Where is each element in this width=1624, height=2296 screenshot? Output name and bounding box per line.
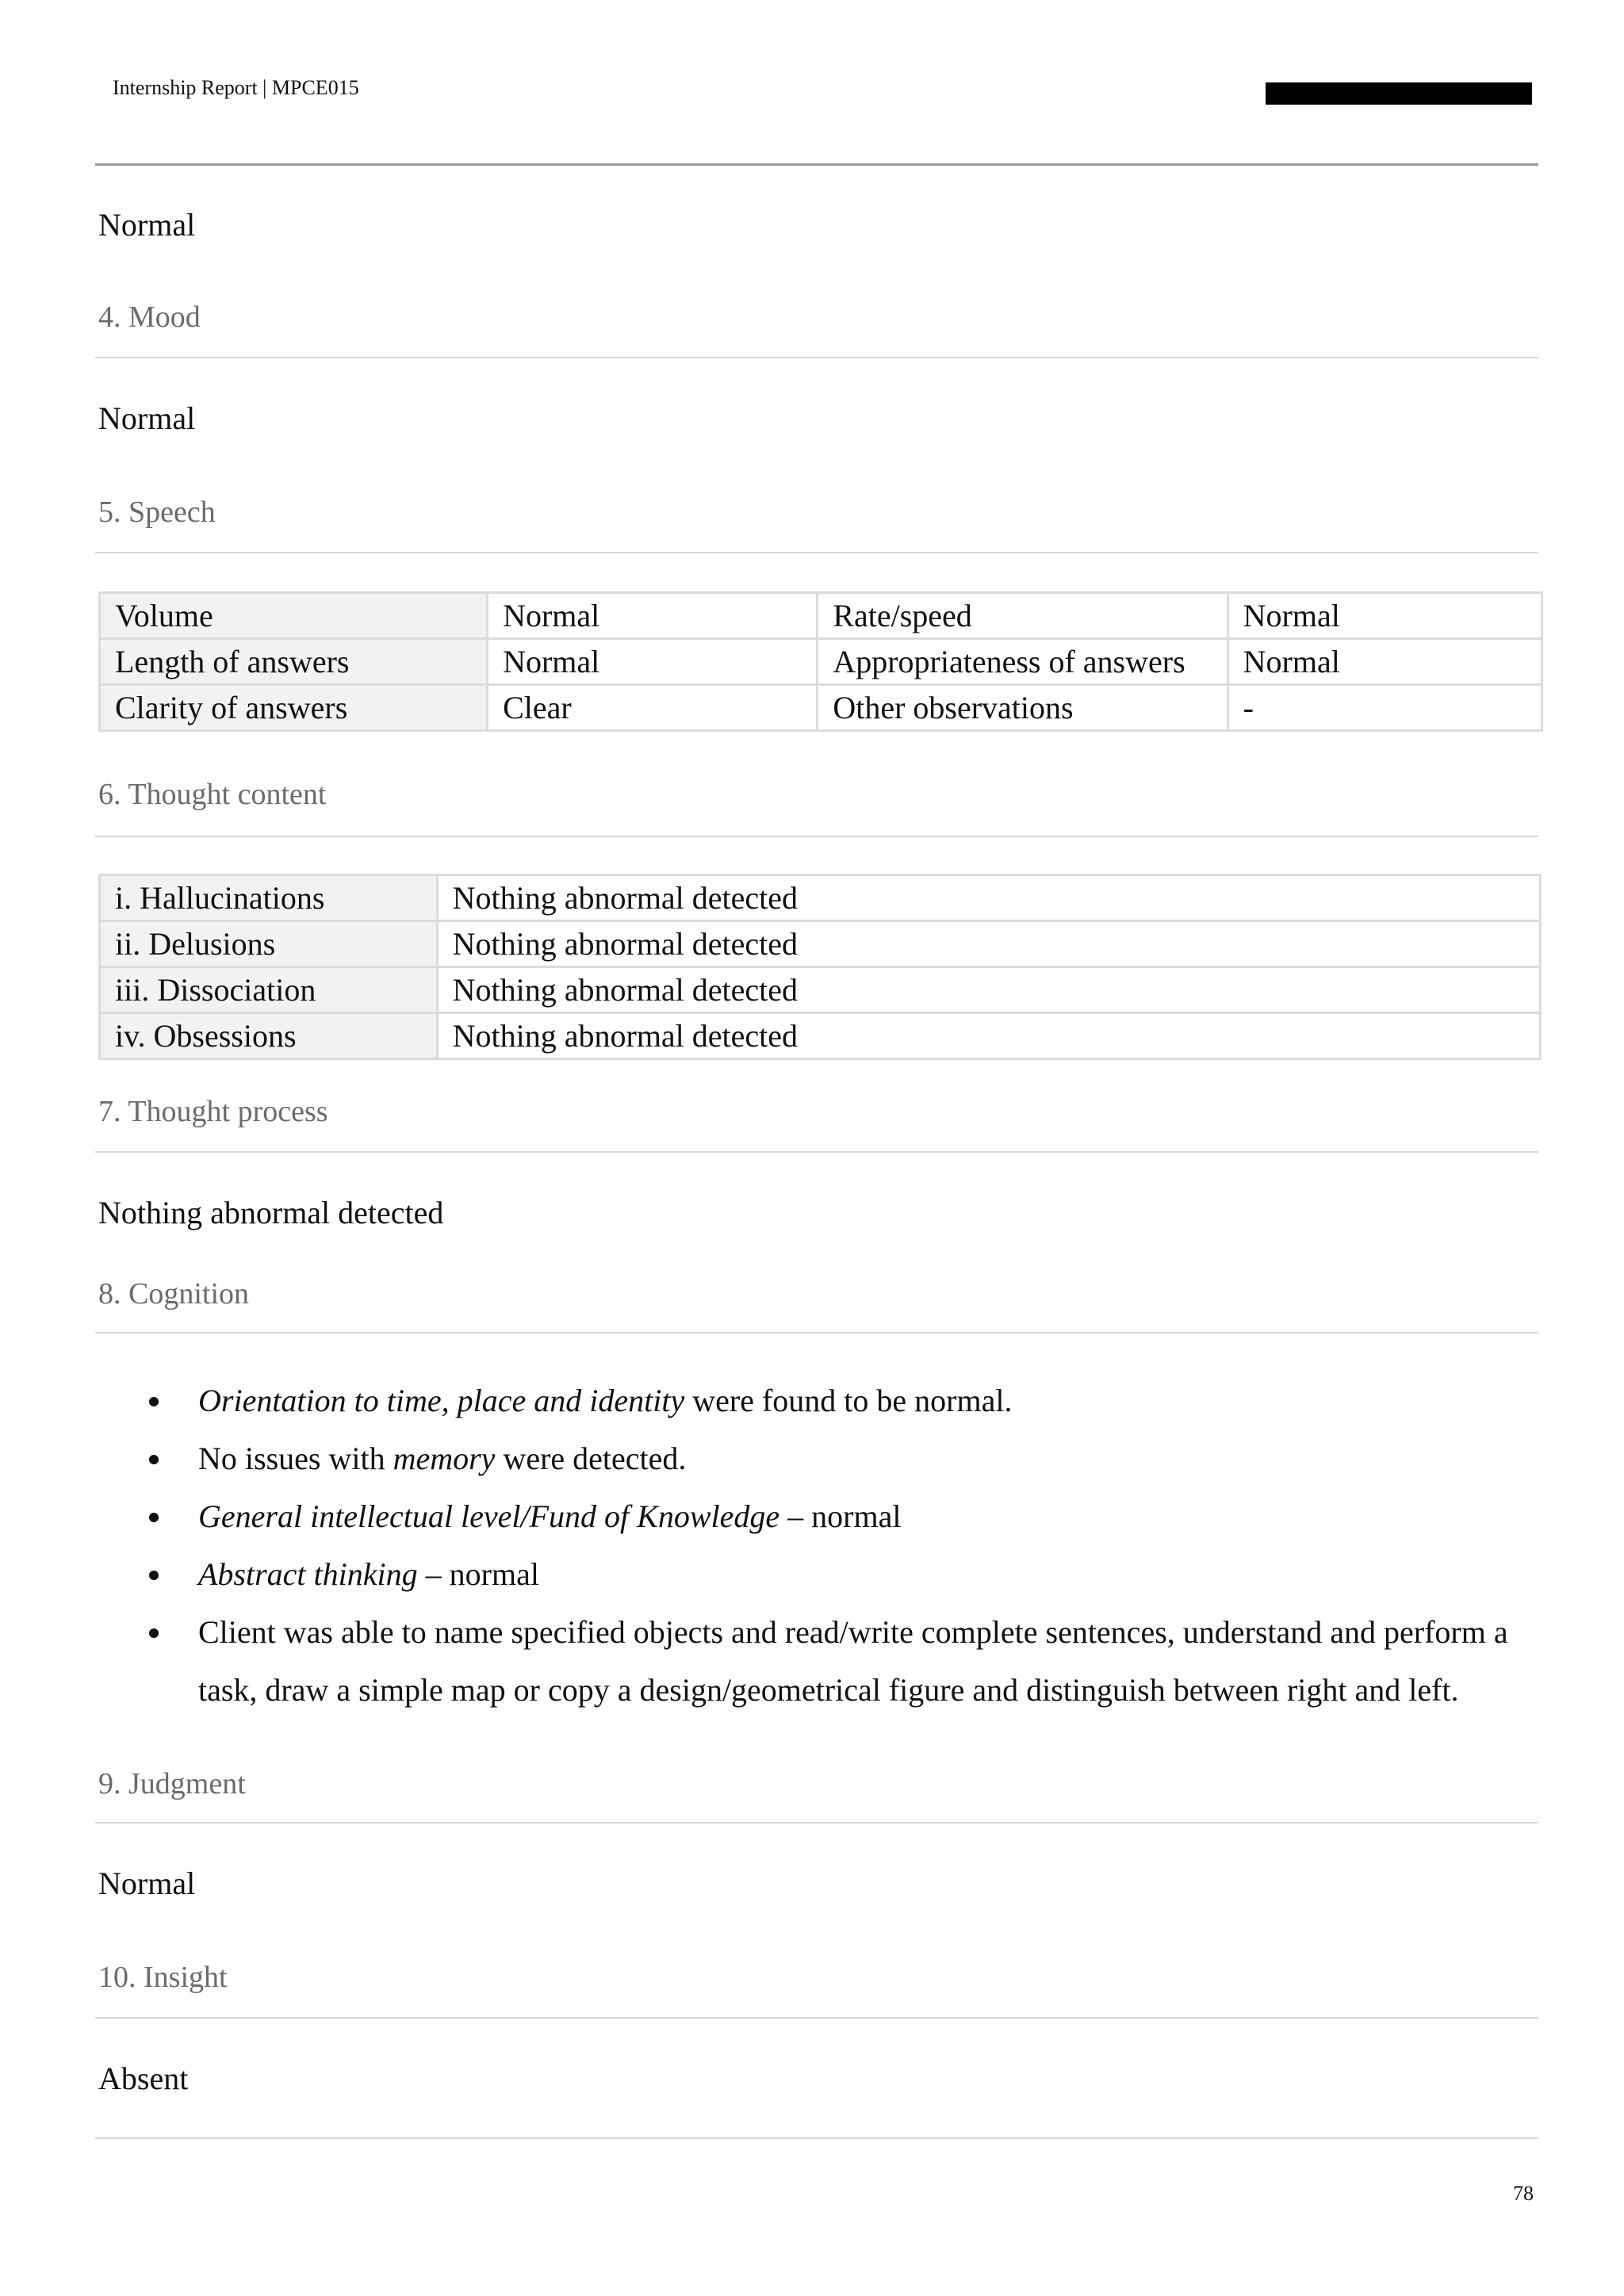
speech-other-value: - [1228, 685, 1542, 731]
dissociation-label: iii. Dissociation [100, 967, 438, 1013]
intellect-term: General intellectual level/Fund of Knowledge [198, 1498, 780, 1534]
speech-clarity-value: Clear [488, 685, 818, 731]
speech-appropriateness-value: Normal [1228, 639, 1542, 685]
thought-process-heading: 7. Thought process [98, 1095, 328, 1128]
list-item [98, 1372, 1549, 1429]
speech-volume-value: Normal [488, 593, 818, 639]
judgment-value: Normal [98, 1866, 196, 1901]
abstract-text: – normal [417, 1556, 539, 1592]
speech-length-value: Normal [488, 639, 818, 685]
list-item [98, 1603, 1549, 1719]
dissociation-value: Nothing abnormal detected [437, 967, 1540, 1013]
header-divider [95, 163, 1538, 166]
speech-rate-label: Rate/speed [818, 593, 1228, 639]
speech-other-label: Other observations [818, 685, 1228, 731]
page-number: 78 [1513, 2182, 1534, 2205]
judgment-heading: 9. Judgment [98, 1767, 246, 1800]
abstract-term: Abstract thinking [198, 1556, 418, 1592]
table-row [100, 593, 1542, 639]
list-item [98, 1429, 1549, 1487]
speech-length-label: Length of answers [100, 639, 488, 685]
table-row [100, 875, 1541, 921]
speech-clarity-label: Clarity of answers [100, 685, 488, 731]
thought-content-table [98, 874, 1542, 1060]
speech-heading: 5. Speech [98, 496, 216, 529]
mood-value: Normal [98, 400, 196, 436]
cognition-heading: 8. Cognition [98, 1277, 250, 1311]
insight-heading: 10. Insight [98, 1961, 228, 1994]
delusions-value: Nothing abnormal detected [437, 921, 1540, 967]
section-divider [95, 2017, 1538, 2019]
mood-heading: 4. Mood [98, 300, 201, 334]
header-title: Internship Report | MPCE015 [113, 76, 359, 99]
cognition-list [98, 1372, 1549, 1719]
memory-text: were detected. [495, 1441, 687, 1476]
table-row [100, 685, 1542, 731]
intellect-text: – normal [779, 1498, 902, 1534]
list-item [98, 1487, 1549, 1545]
section-divider [95, 1822, 1538, 1823]
thought-content-heading: 6. Thought content [98, 778, 327, 811]
speech-appropriateness-label: Appropriateness of answers [818, 639, 1228, 685]
insight-value: Absent [98, 2061, 189, 2096]
redaction-bar [1266, 82, 1532, 105]
hallucinations-value: Nothing abnormal detected [437, 875, 1540, 921]
obsessions-value: Nothing abnormal detected [437, 1013, 1540, 1059]
obsessions-label: iv. Obsessions [100, 1013, 438, 1059]
speech-rate-value: Normal [1228, 593, 1542, 639]
client-abilities-text: Client was able to name specified objects and read/write complete sentences, understand and perform a task, draw a simple map or copy a design/geometrical figure and distinguish between right and left. [198, 1614, 1508, 1708]
table-row [100, 1013, 1541, 1059]
memory-term: memory [393, 1441, 496, 1476]
table-row [100, 639, 1542, 685]
list-item [98, 1545, 1549, 1603]
delusions-label: ii. Delusions [100, 921, 438, 967]
previous-section-value: Normal [98, 207, 196, 243]
hallucinations-label: i. Hallucinations [100, 875, 438, 921]
orientation-term: Orientation to time, place and identity [198, 1383, 685, 1418]
section-divider [95, 836, 1538, 837]
speech-volume-label: Volume [100, 593, 488, 639]
section-divider [95, 1151, 1538, 1153]
table-row [100, 921, 1541, 967]
speech-table [98, 591, 1543, 732]
section-divider [95, 2137, 1538, 2139]
orientation-text: were found to be normal. [684, 1383, 1013, 1418]
table-row [100, 967, 1541, 1013]
section-divider [95, 552, 1538, 553]
section-divider [95, 357, 1538, 358]
section-divider [95, 1332, 1538, 1334]
memory-prefix: No issues with [198, 1441, 393, 1476]
thought-process-value: Nothing abnormal detected [98, 1195, 444, 1230]
